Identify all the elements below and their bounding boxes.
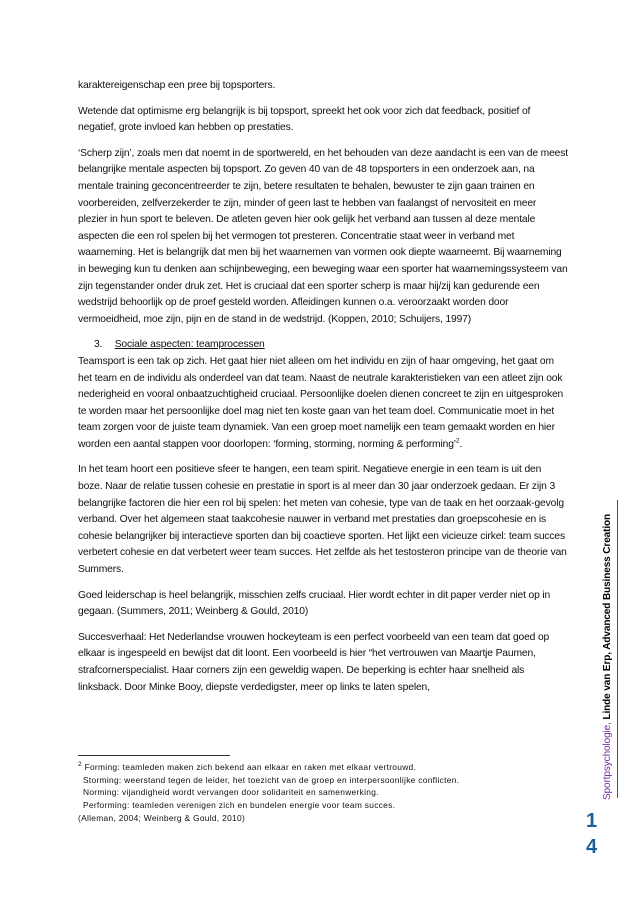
sidebar-prefix: Sportpsychologie, (602, 722, 613, 800)
section-number: 3. (94, 339, 103, 351)
paragraph (78, 354, 568, 454)
footnote-line: Performing: teamleden verenigen zich en bundelen energie voor team succes. (83, 800, 396, 811)
paragraph: Wetende dat optimisme erg belangrijk is bij topsport, spreekt het ook voor zich dat feedback, positief of negatief, grote invloed kan hebben op prestaties. (78, 105, 531, 134)
page-number-digit: 4 (586, 836, 598, 858)
paragraph: In het team hoort een positieve sfeer te hangen, een team spirit. Negatieve energie in een team is uit den boze. Naar de relatie tussen cohesie en prestatie in sport is al meer dan 30 jaar onderzoek gedaan. Er zijn 3 belangrijke factoren die hier een rol bij spelen: het meten van cohesie, type van de taak en het oorzaak-gevolg verband. Over het algemeen staat taakcohesie nauwer in verband met prestaties dan groepscohesie en is cohesie belangrijker bij interactieve sporten dan bij coactieve sporten. Het lijkt een vicieuze cirkel: team succes verbetert cohesie en dat verbetert weer team succes. Het zelfde als het testosteron principe van de theorie van Summers. (78, 464, 567, 576)
section-title: Sociale aspecten: teamprocessen (114, 339, 265, 351)
footnote-citation: (Alleman, 2004; Weinberg & Gould, 2010) (78, 812, 246, 823)
footnote-line: Storming: weerstand tegen de leider, het toezicht van de groep en interpersoonlijke conflicten. (83, 774, 460, 785)
paragraph-end: . (459, 438, 463, 450)
page-number-digit: 1 (586, 810, 598, 832)
footnote-line: Norming: vijandigheid wordt vervangen door solidariteit en samenwerking. (83, 787, 379, 798)
sidebar (596, 0, 624, 903)
footnote-marker: 2 (78, 761, 82, 769)
body-text (78, 78, 568, 705)
paragraph-text: Teamsport is een tak op zich. Het gaat hier niet alleen om het individu en zijn of haar omgeving, het gaat om het team en de individu als onderdeel van dat team. Naast de neutrale karakteristieken van een atleet zijn ook nederigheid en vooral onbaatzuchtigheid cruciaal. Persoonlijke doelen dienen concreet te zijn en uitgesproken te worden maar het persoonlijke doel mag niet ten koste gaan van het team doel. Communicatie moet in het team zorgen voor de juiste team dynamiek. Van een groep moet namelijk een team gemaakt worden en hier worden een aantal stappen voor doorlopen: ‘forming, storming, norming & performing’ (78, 355, 564, 450)
paragraph: Goed leiderschap is heel belangrijk, misschien zelfs cruciaal. Hier wordt echter in dit paper verder niet op in gegaan. (Summers, 2011; Weinberg & Gould, 2010) (78, 589, 551, 618)
paragraph: Succesverhaal: Het Nederlandse vrouwen hockeyteam is een perfect voorbeeld van een team dat goed op elkaar is ingespeeld en bewijst dat dit loont. Een voorbeeld is hier “het vertrouwen van Maartje Paumen, strafcornerspecialist. Haar corners zijn een geweldig wapen. De beperking is echter haar snelheid als linksback. Door Minke Booy, diepste verdedigster, meer op links te laten spelen, (78, 631, 550, 693)
sidebar-author: Linde van Erp, Advanced Business Creation (602, 513, 613, 723)
section-heading (78, 337, 568, 354)
sidebar-title (602, 514, 613, 800)
paragraph: karaktereigenschap een pree bij topsporters. (78, 80, 276, 91)
footnote-separator (78, 755, 230, 756)
footnotes (78, 761, 538, 825)
footnote-reference[interactable]: 2 (455, 437, 460, 445)
footnote-line: $^2$ Forming: teamleden maken zich bekend aan elkaar en raken met elkaar vertrouwd. (78, 761, 417, 772)
paragraph: ‘Scherp zijn’, zoals men dat noemt in de sportwereld, en het behouden van deze aandacht is een van de meest belangrijke mentale aspecten bij topsport. Zo geven 40 van de 48 topsporters in een onderzoek aan, na mentale training geconcentreerder te zijn, betere resultaten te behalen, bewuster te zijn gaan trainen en voorbereiden, zelfverzekerder te zijn, minder of geen last te hebben van faalangst of nervositeit en meer plezier in hun sport te beleven. De atleten geven hier ook gelijk het verband aan tussen al deze mentale aspecten die een rol spelen bij het vermogen tot presteren. Concentratie staat weer in verband met waarneming. Het is belangrijk dat men bij het waarnemen van vormen ook diepte waarneemt. Bij waarneming in beweging kun tu denken aan schijnbeweging, een beweging waar een sporter hat waarnemingssysteem van zijn tegenstander onder druk zet. Het is cruciaal dat een sporter scherp is maar hij/zij kan gedurende een wedstrijd behoorlijk op de proef gesteld worden. Afleidingen kunnen o.a. veroorzaakt worden door vermoeidheid, moe zijn, pijn en de stand in de wedstrijd. (Koppen, 2010; Schuijers, 1997) (78, 147, 568, 325)
sidebar-rule (617, 500, 618, 798)
